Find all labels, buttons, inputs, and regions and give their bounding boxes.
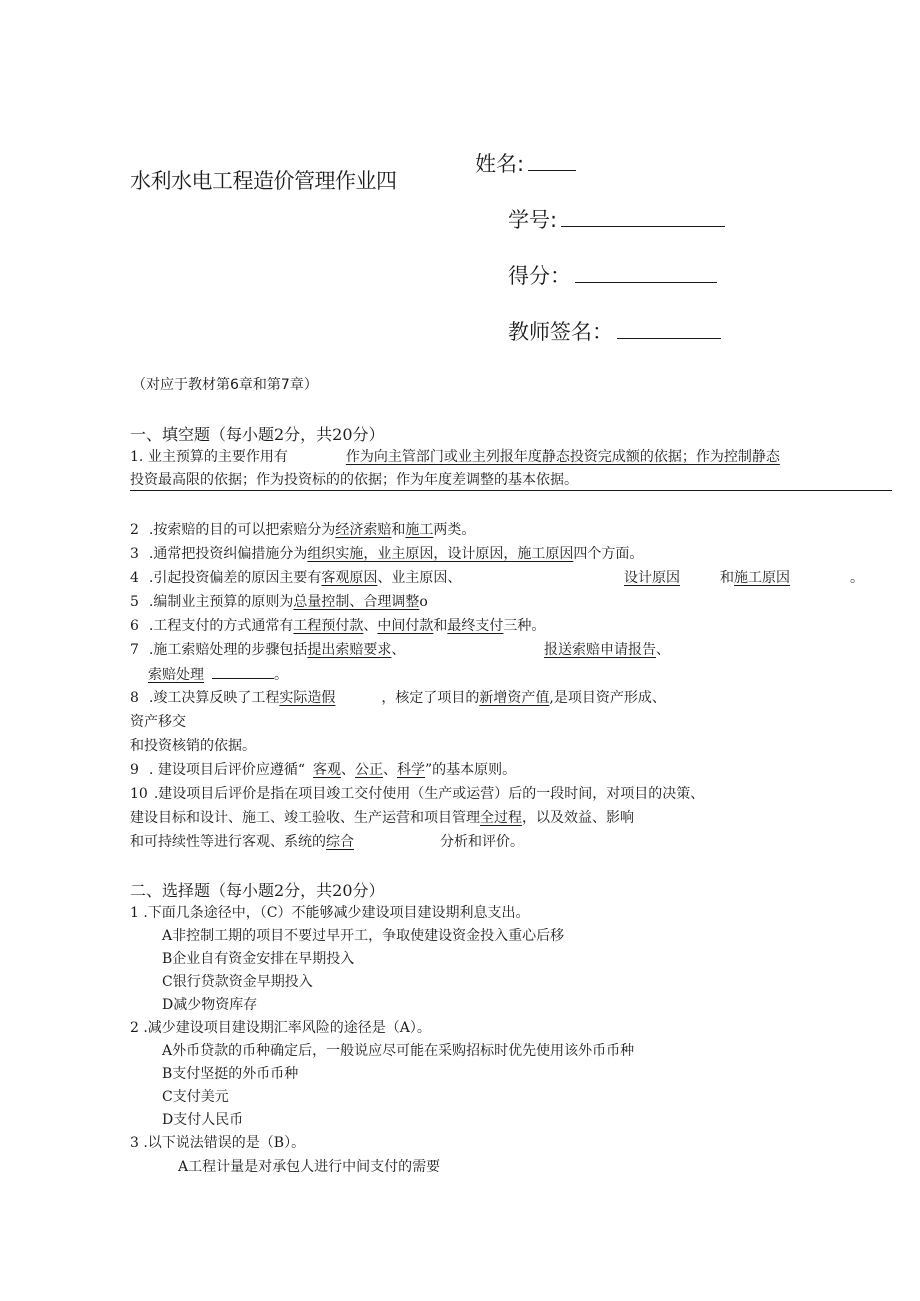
q-text: .施工索赔处理的步骤包括 xyxy=(148,642,308,658)
choice-q1-option-d: D减少物资库存 xyxy=(162,997,258,1013)
q-answer: 组织实施，业主原因，设计原因，施工原因 xyxy=(307,546,574,562)
signature-label: 教师签名： xyxy=(508,320,613,344)
fill-q3 xyxy=(130,544,643,564)
q-number: 9 xyxy=(130,762,139,778)
q-text: .通常把投资纠偏措施分为 xyxy=(148,546,308,562)
q-text: ，以及效益、影响 xyxy=(522,810,634,826)
fill-q4 xyxy=(130,568,461,588)
q-number: 10 xyxy=(130,786,148,802)
fill-q10-line3 xyxy=(130,832,524,852)
student-id-label: 学号: xyxy=(508,208,558,232)
choice-q1-option-b: B企业自有资金安排在早期投入 xyxy=(162,951,355,967)
document-title: 水利水电工程造价管理作业四 xyxy=(130,169,397,193)
signature-blank[interactable] xyxy=(617,318,721,339)
q-answer: 工程预付款 xyxy=(293,618,364,634)
signature-field xyxy=(508,316,721,346)
q-text: 、 xyxy=(363,618,378,634)
q-text: ,是项目资产形成、 xyxy=(549,690,666,706)
student-id-field xyxy=(508,204,725,234)
q-answer: 全过程 xyxy=(480,810,522,826)
scope-note: （对应于教材第6章和第7章） xyxy=(132,377,318,393)
q-answer: 科学 xyxy=(396,762,425,778)
q-answer: 客观原因 xyxy=(321,570,378,586)
q-text: 和 xyxy=(433,618,448,634)
q-text: 、业主原因、 xyxy=(377,570,462,586)
q-text: .引起投资偏差的原因主要有 xyxy=(148,570,322,586)
q-text: o xyxy=(419,594,428,610)
q-text: 、 xyxy=(391,642,406,658)
q-answer: 设计原因 xyxy=(624,570,680,586)
q-number: 8 xyxy=(130,690,139,706)
fill-q1 xyxy=(130,447,780,467)
fill-q10-line2 xyxy=(130,808,634,828)
q-answer: 客观 xyxy=(312,762,341,778)
q-number: 7 xyxy=(130,642,139,658)
fill-q7-line2 xyxy=(148,664,288,685)
q-text: ，核定了项目的 xyxy=(381,690,480,706)
choice-q1-option-c: C银行贷款资金早期投入 xyxy=(162,974,313,990)
q-number: 6 xyxy=(130,618,139,634)
q-number: 2 xyxy=(130,522,139,538)
fill-q4-cont xyxy=(624,568,864,588)
divider-line xyxy=(130,490,892,491)
q-answer: 施工原因 xyxy=(734,570,790,586)
q-text: 。 xyxy=(850,570,864,586)
q-answer: 实际造假 xyxy=(279,690,336,706)
q-text: 和 xyxy=(720,570,734,586)
q-number: 1 xyxy=(130,449,139,465)
q-answer: 公正 xyxy=(354,762,383,778)
fill-q8 xyxy=(130,688,666,708)
q-text: 建设目标和设计、施工、竣工验收、生产运营和项目管理 xyxy=(130,810,480,826)
choice-q2-option-d: D支付人民币 xyxy=(162,1112,244,1128)
score-label: 得分： xyxy=(508,264,571,288)
q-text: .工程支付的方式通常有 xyxy=(148,618,294,634)
q-text: 四个方面。 xyxy=(573,546,644,562)
q-text: .竣工决算反映了工程 xyxy=(148,690,280,706)
section1-heading: 一、填空题（每小题2分，共20分） xyxy=(130,425,385,444)
score-field xyxy=(508,260,717,290)
choice-q3-option-a: A工程计量是对承包人进行中间支付的需要 xyxy=(178,1159,441,1175)
q-answer: 施工 xyxy=(405,522,434,538)
q-text: .建设项目后评价是指在项目竣工交付使用（生产或运营）后的一段时间，对项目的决策、 xyxy=(153,786,705,802)
choice-q2-stem: 2 .减少建设项目建设期汇率风险的途径是（A）。 xyxy=(130,1020,431,1036)
answer-blank xyxy=(212,664,274,679)
q-text: .按索赔的目的可以把索赔分为 xyxy=(148,522,336,538)
q-text: 、 xyxy=(382,762,397,778)
q-answer: 新增资产值 xyxy=(479,690,550,706)
fill-q6 xyxy=(130,616,545,636)
choice-q2-option-b: B支付坚挺的外币币种 xyxy=(162,1066,299,1082)
q-text: 、 xyxy=(656,642,670,658)
q-text: 、 xyxy=(340,762,355,778)
choice-q1-stem: 1 .下面几条途径中，（C）不能够减少建设项目建设期利息支出。 xyxy=(130,905,530,921)
name-blank[interactable] xyxy=(528,150,576,171)
q-text: .编制业主预算的原则为 xyxy=(148,594,294,610)
q-answer: 总量控制、合理调整 xyxy=(293,594,420,610)
q-answer: 综合 xyxy=(326,834,354,850)
q-number: 5 xyxy=(130,594,139,610)
fill-q1-line2: 投资最高限的依据；作为投资标的的依据；作为年度差调整的基本依据。 xyxy=(130,472,578,488)
student-id-blank[interactable] xyxy=(561,206,725,227)
q-text: 两类。 xyxy=(433,522,476,538)
fill-q5 xyxy=(130,592,428,612)
fill-q7-cont xyxy=(544,640,670,660)
q-number: 3 xyxy=(130,546,139,562)
q-answer: 最终支付 xyxy=(447,618,504,634)
section2-heading: 二、选择题（每小题2分，共20分） xyxy=(130,881,385,900)
fill-q8-line2: 资产移交 xyxy=(130,714,186,730)
q-text: 三种。 xyxy=(503,618,546,634)
score-blank[interactable] xyxy=(575,262,717,283)
q-number: 4 xyxy=(130,570,139,586)
q-text: 分析和评价。 xyxy=(440,834,524,850)
q-answer: 经济索赔 xyxy=(335,522,392,538)
name-field xyxy=(475,148,576,178)
q-answer: 中间付款 xyxy=(377,618,434,634)
q-answer: 提出索赔要求 xyxy=(307,642,392,658)
choice-q2-option-c: C支付美元 xyxy=(162,1089,229,1105)
q-answer: 作为向主管部门或业主列报年度静态投资完成额的依据；作为控制静态 xyxy=(345,449,780,465)
fill-q7 xyxy=(130,640,405,660)
choice-q2-option-a: A外币贷款的币种确定后，一般说应尽可能在采购招标时优先使用该外币币种 xyxy=(162,1043,635,1059)
q-text: . 业主预算的主要作用有 xyxy=(138,449,288,465)
q-answer: 报送索赔申请报告 xyxy=(544,642,656,658)
fill-q9 xyxy=(130,760,516,780)
fill-q10 xyxy=(130,784,704,804)
q-text: ”的基本原则。 xyxy=(424,762,517,778)
fill-q2 xyxy=(130,520,475,540)
q-text: . 建设项目后评价应遵循“ xyxy=(148,762,305,778)
q-text: 。 xyxy=(274,667,288,683)
q-text: 和 xyxy=(391,522,406,538)
fill-q8-line3: 和投资核销的依据。 xyxy=(130,738,256,754)
q-answer: 索赔处理 xyxy=(148,667,204,683)
choice-q1-option-a: A非控制工期的项目不要过早开工，争取使建设资金投入重心后移 xyxy=(162,928,565,944)
name-label: 姓名: xyxy=(475,152,525,176)
q-text: 和可持续性等进行客观、系统的 xyxy=(130,834,326,850)
choice-q3-stem: 3 .以下说法错误的是（B）。 xyxy=(130,1135,306,1151)
